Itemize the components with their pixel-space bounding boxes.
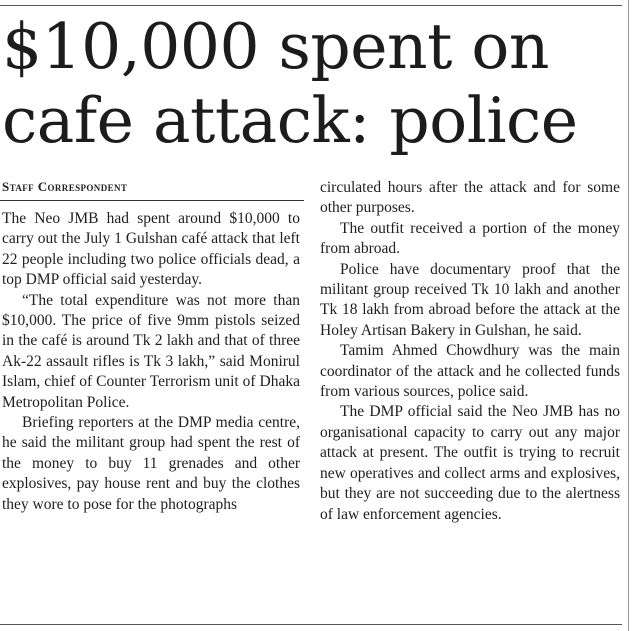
byline-rule <box>0 200 304 201</box>
headline <box>2 10 578 158</box>
paragraph: The DMP official said the Neo JMB has no organisational capacity to carry out any major attack at present. The outfit is trying to recruit new operatives and collect arms and explosives, but they are not succeeding due to the alertness of law enforcement agencies. <box>320 403 620 523</box>
headline-line-2: cafe attack: police <box>2 84 578 157</box>
article-column-1 <box>2 209 300 515</box>
column-edge-rule <box>628 0 629 631</box>
paragraph: Tamim Ahmed Chowdhury was the main coordinator of the attack and he collected funds from various sources, police said. <box>320 342 620 401</box>
paragraph: The Neo JMB had spent around $10,000 to carry out the July 1 Gulshan café attack that left 22 people including two police officials dead, a top DMP official said yesterday. <box>2 210 300 289</box>
paragraph: Briefing reporters at the DMP media centre, he said the militant group had spent the rest of the money to buy 11 grenades and other explosives, pay house rent and buy the clothes they wore to pose for the photographs <box>2 414 300 513</box>
paragraph: “The total expenditure was not more than $10,000. The price of five 9mm pistols seized in the café is around Tk 2 lakh and that of three Ak-22 assault rifles is Tk 3 lakh,” said Monirul Islam, chief of Counter Terrorism unit of Dhaka Metropolitan Police. <box>2 291 300 411</box>
paragraph: The outfit received a portion of the money from abroad. <box>320 219 620 258</box>
top-rule <box>0 5 622 6</box>
article-column-2 <box>320 178 620 525</box>
bottom-rule <box>0 624 622 625</box>
paragraph: circulated hours after the attack and for some other purposes. <box>320 179 620 217</box>
headline-line-1: $10,000 spent on <box>2 10 549 83</box>
paragraph: Police have documentary proof that the militant group received Tk 10 lakh and another Tk 18 lakh from abroad before the attack at the Holey Artisan Bakery in Gulshan, he said. <box>320 260 620 339</box>
byline: Staff Correspondent <box>2 179 128 194</box>
